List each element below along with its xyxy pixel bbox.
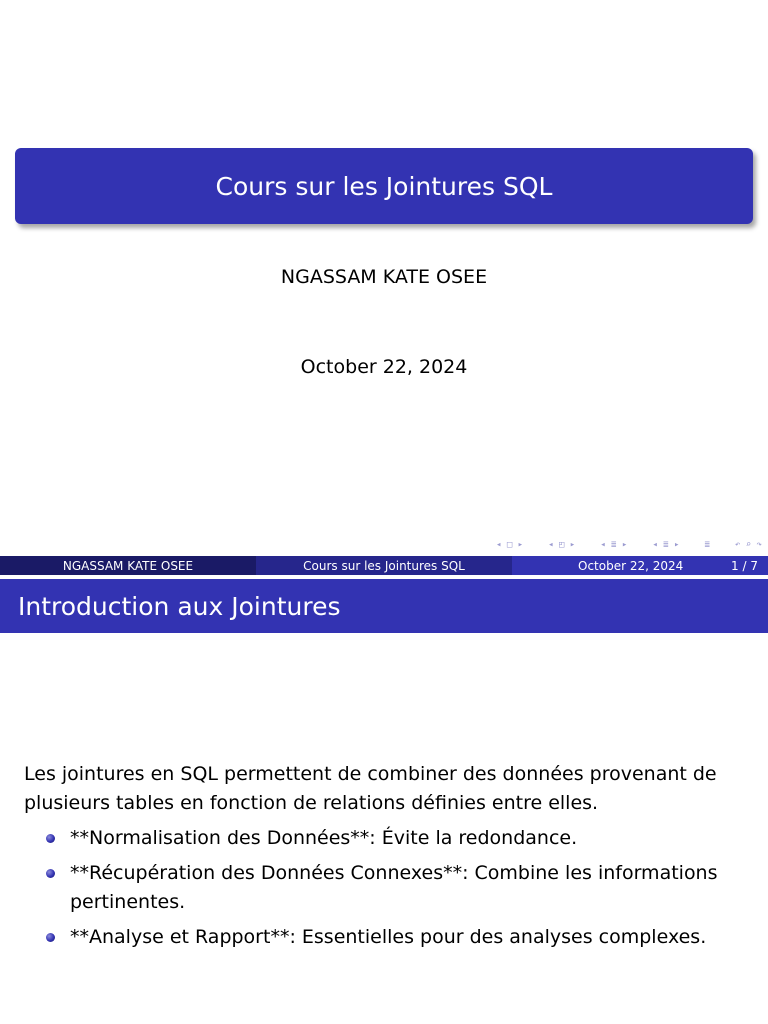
bullet-icon xyxy=(46,834,55,843)
list-item xyxy=(44,923,744,952)
frame-title-bar xyxy=(0,579,768,633)
page-number: 1 / 7 xyxy=(731,558,758,573)
bullet-text: **Analyse et Rapport**: Essentielles pour des analyses complexes. xyxy=(70,926,707,948)
footline-author-text: NGASSAM KATE OSEE xyxy=(62,558,194,573)
nav-frame-icon[interactable]: ◂ □ ▸ xyxy=(496,540,524,550)
bullet-icon xyxy=(46,869,55,878)
bullet-list xyxy=(44,824,744,958)
nav-search-icon[interactable]: ↶ ⌕ ↷ xyxy=(734,540,762,550)
footline-author xyxy=(0,556,256,575)
list-item xyxy=(44,859,744,917)
footline-date-page xyxy=(512,556,768,575)
nav-subsection-icon[interactable]: ◂ ◰ ▸ xyxy=(548,540,576,550)
footline-title-text: Cours sur les Jointures SQL xyxy=(303,558,465,573)
bullet-text: **Récupération des Données Connexes**: Combine les informations pertinentes. xyxy=(70,862,718,913)
bullet-icon xyxy=(46,933,55,942)
navigation-symbols xyxy=(496,538,762,552)
intro-paragraph: Les jointures en SQL permettent de combiner des données provenant de plusieurs tables en fonction de relations définies entre elles. xyxy=(24,763,717,814)
nav-section-icon[interactable]: ◂ ≣ ▸ xyxy=(600,540,628,550)
footline-date-text: October 22, 2024 xyxy=(578,558,684,573)
list-item xyxy=(44,824,744,853)
presentation-date: October 22, 2024 xyxy=(300,356,468,378)
author-name: NGASSAM KATE OSEE xyxy=(280,266,488,288)
frame-title: Introduction aux Jointures xyxy=(18,591,341,621)
presentation-title: Cours sur les Jointures SQL xyxy=(215,171,553,201)
footline xyxy=(0,556,768,575)
nav-appendix-icon[interactable]: ≣ xyxy=(704,540,710,550)
nav-slide-icon[interactable]: ◂ ≣ ▸ xyxy=(652,540,680,550)
footline-title xyxy=(256,556,512,575)
title-box xyxy=(15,148,753,224)
bullet-text: **Normalisation des Données**: Évite la redondance. xyxy=(70,827,578,849)
